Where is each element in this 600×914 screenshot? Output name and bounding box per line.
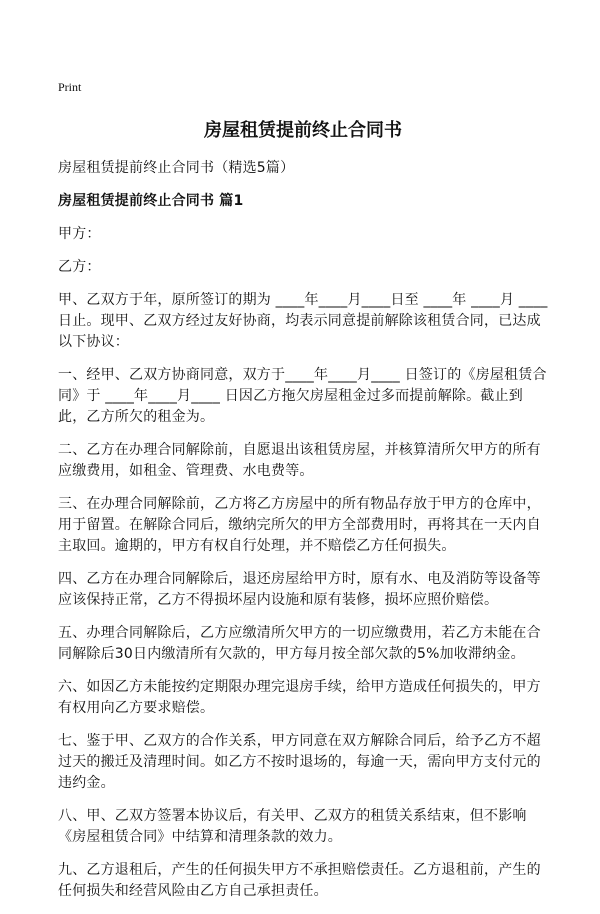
subtitle: 房屋租赁提前终止合同书（精选5篇）: [58, 160, 295, 176]
clause-8: 八、甲、乙双方签署本协议后，有关甲、乙双方的租赁关系结束，但不影响《房屋租赁合同》中结算和清理条款的效力。: [58, 808, 527, 845]
clause-9: 九、乙方退租后，产生的任何损失甲方不承担赔偿责任。乙方退租前，产生的任何损失和经营风险由乙方自己承担责任。: [58, 862, 541, 899]
document-page: [58, 80, 548, 914]
clause-6: 六、如因乙方未能按约定期限办理完退房手续，给甲方造成任何损失的，甲方有权用向乙方要求赔偿。: [58, 679, 541, 716]
clause-3: 三、在办理合同解除前，乙方将乙方房屋中的所有物品存放于甲方的仓库中，用于留置。在解除合同后，缴纳完所欠的甲方全部费用时，再将其在一天内自主取回。逾期的，甲方有权自行处理，并不赔偿乙方任何损失。: [58, 496, 541, 554]
clause-2: 二、乙方在办理合同解除前，自愿退出该租赁房屋，并核算清所欠甲方的所有应缴费用，如租金、管理费、水电费等。: [58, 442, 541, 479]
party-b-line: 乙方：: [58, 259, 101, 275]
clause-1: 一、经甲、乙双方协商同意，双方于____年____月____ 日签订的《房屋租赁合同》于 ____年____月____ 日因乙方拖欠房屋租金过多而提前解除。截止到此，乙方所欠的租金为。: [58, 367, 547, 425]
print-link[interactable]: Print: [58, 80, 82, 94]
party-a-line: 甲方：: [58, 226, 101, 242]
clause-7: 七、鉴于甲、乙双方的合作关系，甲方同意在双方解除合同后，给予乙方不超过天的搬迁及清理时间。如乙方不按时退场的，每逾一天，需向甲方支付元的违约金。: [58, 733, 541, 791]
document-title: 房屋租赁提前终止合同书: [204, 120, 402, 141]
clause-5: 五、办理合同解除后，乙方应缴清所欠甲方的一切应缴费用，若乙方未能在合同解除后30日内缴清所有欠款的，甲方每月按全部欠款的5%加收滞纳金。: [58, 625, 541, 662]
paragraph-intro: 甲、乙双方于年，原所签订的期为 ____年____月____日至 ____年 ____月 ____日止。现甲、乙双方经过友好协商，均表示同意提前解除该租赁合同，已达成以下协议：: [58, 292, 548, 350]
clause-4: 四、乙方在办理合同解除后，退还房屋给甲方时，原有水、电及消防等设备等应该保持正常，乙方不得损坏屋内设施和原有装修，损坏应照价赔偿。: [58, 571, 541, 608]
section-heading: 房屋租赁提前终止合同书 篇1: [58, 193, 244, 209]
